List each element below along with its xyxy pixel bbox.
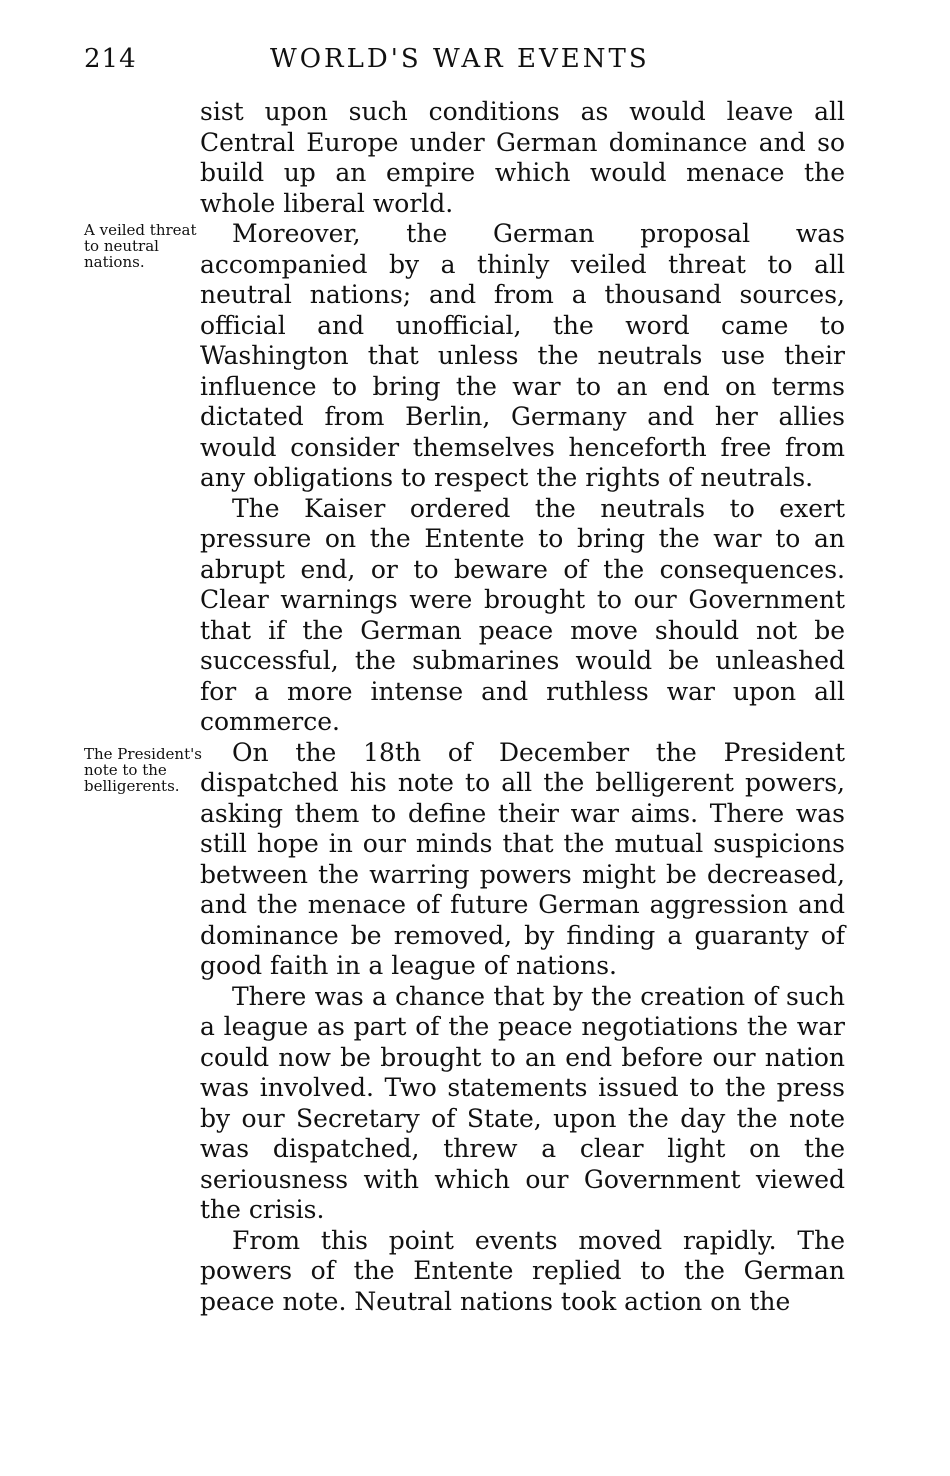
paragraph: On the 18th of December the President dispatched his note to all the belligerent powers, asking them to define their war aims. There was still hope in our minds that the mutual suspicions between the warring powers might be decreased, and the menace of future German aggression and dominance be removed, by finding a guaranty of good faith in a league of nations. bbox=[200, 737, 845, 980]
paragraph: From this point events moved rapidly. The powers of the Entente replied to the German peace note. Neutral nations took action on the bbox=[200, 1225, 845, 1316]
paragraph: Moreover, the German proposal was accompanied by a thinly veiled threat to all neutral nations; and from a thousand sources, official and unofficial, the word came to Washington that unless the neutrals use their influence to bring the war to an end on terms dictated from Berlin, Germany and her allies would consider themselves henceforth free from any obligations to respect the rights of neutrals. bbox=[200, 219, 845, 492]
margin-note-veiled-threat: A veiled threat to neutral nations. bbox=[84, 221, 197, 271]
paragraph: The Kaiser ordered the neutrals to exert pressure on the Entente to bring the war to an abrupt end, or to beware of the consequences. Clear warnings were brought to our Government that if the German peace move should not be successful, the submarines would be unleashed for a more intense and ruthless war upon all commerce. bbox=[200, 493, 845, 736]
paragraph: There was a chance that by the creation of such a league as part of the peace negotiations the war could now be brought to an end before our nation was involved. Two statements issued to the press by our Secretary of State, upon the day the note was dispatched, threw a clear light on the seriousness with which our Government viewed the crisis. bbox=[200, 981, 845, 1224]
body-text bbox=[200, 97, 845, 1317]
page-header bbox=[0, 0, 950, 100]
page-number: 214 bbox=[84, 44, 137, 74]
paragraph: sist upon such conditions as would leave all Central Europe under German dominance and so build up an empire which would menace the whole liberal world. bbox=[200, 97, 845, 218]
running-head: WORLD'S WAR EVENTS bbox=[270, 44, 650, 74]
margin-note-presidents-note: The President's note to the belligerents. bbox=[84, 745, 202, 795]
